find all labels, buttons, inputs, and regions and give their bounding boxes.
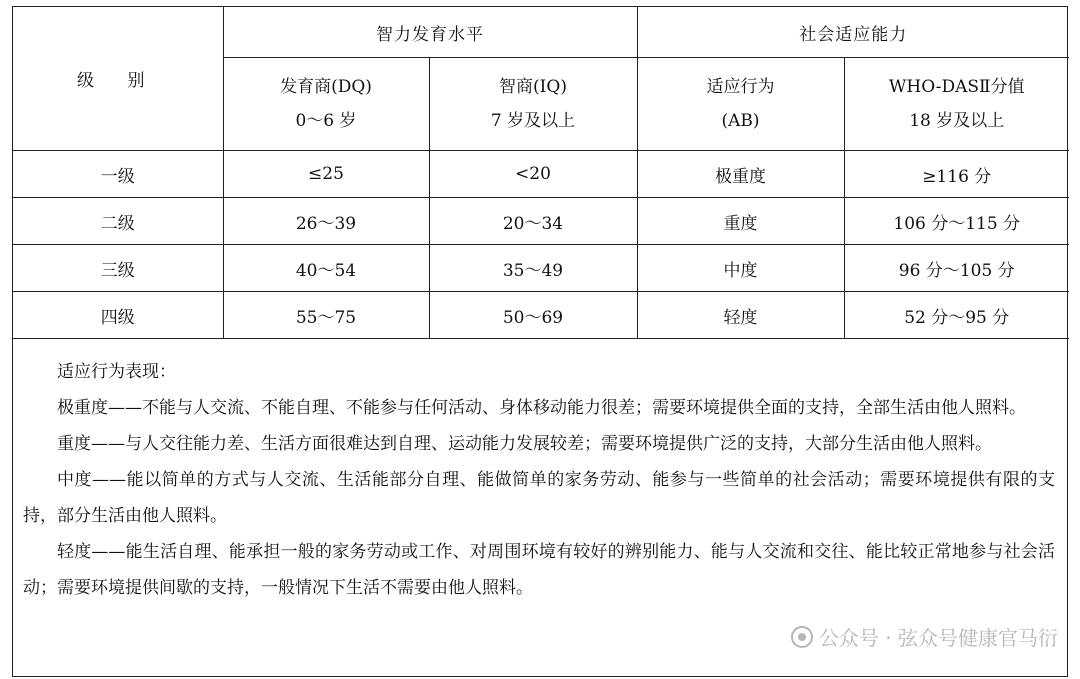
iq-cell: 20～34 [429, 198, 637, 245]
who-cell: 106 分～115 分 [844, 198, 1069, 245]
level-header: 级 别 [13, 7, 223, 151]
table-row [13, 292, 1069, 339]
ab-cell: 重度 [637, 198, 844, 245]
who-header: WHO-DASⅡ分值 18 岁及以上 [844, 58, 1069, 151]
level-cell: 三级 [13, 245, 223, 292]
iq-cell: <20 [429, 151, 637, 198]
who-cell: ≥116 分 [844, 151, 1069, 198]
document-frame [12, 6, 1068, 677]
disability-grade-table [13, 7, 1069, 339]
dq-cell: 40～54 [223, 245, 429, 292]
ab-header: 适应行为 (AB) [637, 58, 844, 151]
notes-heading: 适应行为表现： [57, 362, 176, 382]
ab-cell: 轻度 [637, 292, 844, 339]
iq-cell: 50～69 [429, 292, 637, 339]
wechat-icon [791, 626, 813, 648]
level-cell: 四级 [13, 292, 223, 339]
watermark-text: 公众号 · 弦众号健康官马衍 [818, 626, 1058, 650]
intellect-group-header: 智力发育水平 [223, 7, 637, 58]
table-row [13, 245, 1069, 292]
ab-cell: 极重度 [637, 151, 844, 198]
level-cell: 二级 [13, 198, 223, 245]
note-item: 重度——与人交往能力差、生活方面很难达到自理、运动能力发展较差；需要环境提供广泛的支持，大部分生活由他人照料。 [57, 434, 992, 454]
dq-cell: 26～39 [223, 198, 429, 245]
note-item: 极重度——不能与人交流、不能自理、不能参与任何活动、身体移动能力很差；需要环境提供全面的支持，全部生活由他人照料。 [57, 398, 1026, 418]
adaptive-behavior-notes [13, 338, 1067, 606]
table-row [13, 198, 1069, 245]
social-group-header: 社会适应能力 [637, 7, 1069, 58]
note-item: 中度——能以简单的方式与人交流、生活能部分自理、能做简单的家务劳动、能参与一些简单的社会活动；需要环境提供有限的支持，部分生活由他人照料。 [23, 470, 1055, 526]
note-item: 轻度——能生活自理、能承担一般的家务劳动或工作、对周围环境有较好的辨别能力、能与人交流和交往、能比较正常地参与社会活动；需要环境提供间歇的支持，一般情况下生活不需要由他人照料。 [23, 542, 1055, 598]
iq-header: 智商(IQ) 7 岁及以上 [429, 58, 637, 151]
table-row [13, 151, 1069, 198]
dq-cell: 55～75 [223, 292, 429, 339]
dq-header: 发育商(DQ) 0～6 岁 [223, 58, 429, 151]
ab-cell: 中度 [637, 245, 844, 292]
dq-cell: ≤25 [223, 151, 429, 198]
who-cell: 96 分～105 分 [844, 245, 1069, 292]
watermark [791, 622, 1058, 651]
who-cell: 52 分～95 分 [844, 292, 1069, 339]
iq-cell: 35～49 [429, 245, 637, 292]
level-cell: 一级 [13, 151, 223, 198]
